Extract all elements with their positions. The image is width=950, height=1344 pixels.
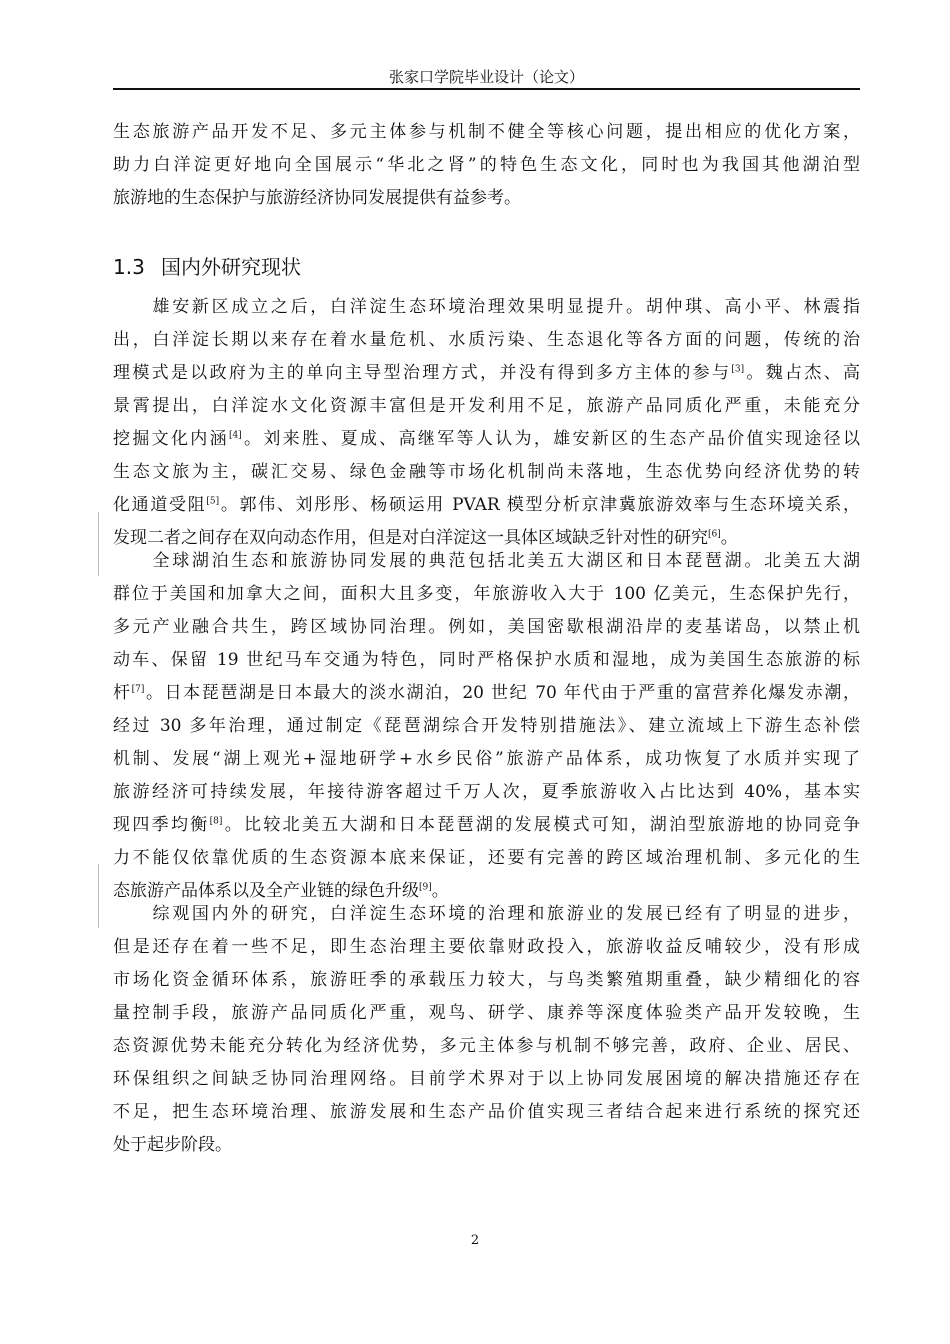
margin-change-mark [98, 512, 99, 576]
text-line [113, 460, 860, 484]
text-line [113, 648, 860, 672]
line-text: 态资源优势未能充分转化为经济优势，多元主体参与机制不够完善，政府、企业、居民、 [113, 1036, 860, 1056]
line-text: 市场化资金循环体系，旅游旺季的承载压力较大，与鸟类繁殖期重叠，缺少精细化的容 [113, 970, 860, 990]
text-line [113, 295, 860, 319]
line-text: 生态旅游产品开发不足、多元主体参与机制不健全等核心问题，提出相应的优化方案， [113, 122, 860, 142]
text-line [113, 120, 860, 144]
line-text-continued: 。 [431, 881, 449, 901]
text-line [113, 427, 860, 451]
line-text: 机制、发展“湖上观光+湿地研学+水乡民俗”旅游产品体系，成功恢复了水质并实现了 [113, 749, 860, 769]
text-line [113, 328, 860, 352]
text-line [113, 186, 860, 210]
line-text: 综观国内外的研究，白洋淀生态环境的治理和旅游业的发展已经有了明显的进步， [113, 904, 860, 924]
text-line [113, 681, 860, 705]
line-text: 挖掘文化内涵 [113, 429, 229, 449]
line-text-continued: 。刘来胜、夏成、高继军等人认为，雄安新区的生态产品价值实现途径以 [241, 429, 861, 449]
citation-superscript: [4] [228, 430, 242, 441]
text-line [113, 714, 860, 738]
text-line [113, 361, 860, 385]
line-text-continued: 。郭伟、刘彤彤、杨硕运用 PVAR 模型分析京津冀旅游效率与生态环境关系， [219, 495, 861, 515]
text-line [113, 582, 860, 606]
text-line [113, 549, 860, 573]
line-text: 助力白洋淀更好地向全国展示“华北之肾”的特色生态文化，同时也为我国其他湖泊型 [113, 155, 860, 175]
text-line [113, 1001, 860, 1025]
text-line [113, 813, 860, 837]
citation-superscript: [6] [708, 529, 721, 540]
line-text: 出，白洋淀长期以来存在着水量危机、水质污染、生态退化等各方面的问题，传统的治 [113, 330, 860, 350]
text-line [113, 968, 860, 992]
line-text: 现四季均衡 [113, 815, 210, 835]
line-text: 景霄提出，白洋淀水文化资源丰富但是开发利用不足，旅游产品同质化严重，未能充分 [113, 396, 860, 416]
text-line [113, 1100, 860, 1124]
header-rule [113, 88, 860, 90]
line-text: 化通道受阻 [113, 495, 207, 515]
text-line [113, 394, 860, 418]
text-line [113, 153, 860, 177]
margin-change-mark [98, 864, 99, 928]
page-header-title: 张家口学院毕业设计（论文） [388, 68, 584, 86]
line-text: 旅游经济可持续发展，年接待游客超过千万人次，夏季旅游收入占比达到 40%，基本实 [113, 782, 860, 802]
line-text: 群位于美国和加拿大之间，面积大且多变，年旅游收入大于 100 亿美元，生态保护先行， [113, 584, 860, 604]
section-heading [113, 254, 301, 280]
text-line [113, 902, 860, 926]
text-line [113, 526, 860, 550]
line-text: 理模式是以政府为主的单向主导型治理方式，并没有得到多方主体的参与 [113, 363, 732, 383]
text-line [113, 1067, 860, 1091]
line-text: 全球湖泊生态和旅游协同发展的典范包括北美五大湖区和日本琵琶湖。北美五大湖 [113, 551, 860, 571]
text-line [113, 846, 860, 870]
text-line [113, 747, 860, 771]
line-text: 态旅游产品体系以及全产业链的绿色升级 [113, 881, 419, 901]
line-text: 杆 [113, 683, 132, 703]
line-text-continued: 。魏占杰、高 [744, 363, 861, 383]
section-title: 国内外研究现状 [161, 255, 301, 279]
citation-superscript: [5] [206, 496, 220, 507]
text-line [113, 935, 860, 959]
line-text: 动车、保留 19 世纪马车交通为特色，同时严格保护水质和湿地，成为美国生态旅游的标 [113, 650, 860, 670]
line-text-continued: 。 [720, 528, 738, 548]
line-text: 量控制手段，旅游产品同质化严重，观鸟、研学、康养等深度体验类产品开发较晚，生 [113, 1003, 860, 1023]
line-text: 多元产业融合共生，跨区域协同治理。例如，美国密歇根湖沿岸的麦基诺岛，以禁止机 [113, 617, 860, 637]
line-text: 经过 30 多年治理，通过制定《琵琶湖综合开发特别措施法》、建立流域上下游生态补偿 [113, 716, 860, 736]
line-text: 力不能仅依靠优质的生态资源本底来保证，还要有完善的跨区域治理机制、多元化的生 [113, 848, 860, 868]
text-line [113, 493, 860, 517]
line-text: 雄安新区成立之后，白洋淀生态环境治理效果明显提升。胡仲琪、高小平、林震指 [113, 297, 860, 317]
citation-superscript: [7] [131, 684, 145, 695]
line-text: 但是还存在着一些不足，即生态治理主要依靠财政投入，旅游收益反哺较少，没有形成 [113, 937, 860, 957]
line-text: 旅游地的生态保护与旅游经济协同发展提供有益参考。 [113, 188, 521, 208]
page-number: 2 [470, 1233, 480, 1248]
line-text: 不足，把生态环境治理、旅游发展和生态产品价值实现三者结合起来进行系统的探究还 [113, 1102, 860, 1122]
line-text-continued: 。比较北美五大湖和日本琵琶湖的发展模式可知，湖泊型旅游地的协同竞争 [222, 815, 861, 835]
citation-superscript: [9] [419, 882, 432, 893]
text-line [113, 780, 860, 804]
text-line [113, 1133, 860, 1157]
text-line [113, 615, 860, 639]
text-line [113, 879, 860, 903]
line-text: 生态文旅为主，碳汇交易、绿色金融等市场化机制尚未落地，生态优势向经济优势的转 [113, 462, 860, 482]
citation-superscript: [8] [209, 816, 223, 827]
line-text: 环保组织之间缺乏协同治理网络。目前学术界对于以上协同发展困境的解决措施还存在 [113, 1069, 860, 1089]
line-text: 处于起步阶段。 [113, 1135, 232, 1155]
line-text-continued: 。日本琵琶湖是日本最大的淡水湖泊，20 世纪 70 年代由于严重的富营养化爆发赤潮， [144, 683, 860, 703]
text-line [113, 1034, 860, 1058]
line-text: 发现二者之间存在双向动态作用，但是对白洋淀这一具体区域缺乏针对性的研究 [113, 528, 708, 548]
section-number: 1.3 [113, 255, 145, 279]
citation-superscript: [3] [731, 364, 745, 375]
